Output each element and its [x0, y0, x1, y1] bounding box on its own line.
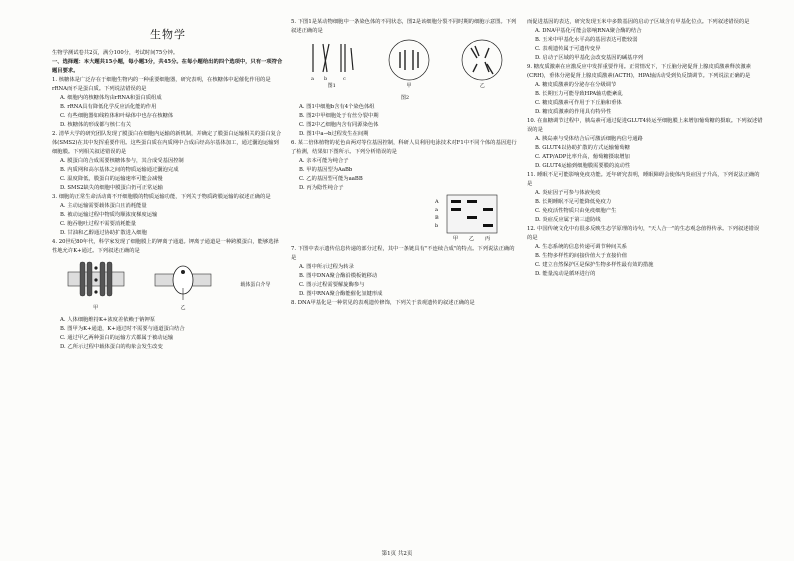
answer-option: A. 亲本可能为纯合子	[299, 158, 349, 164]
answer-option: C. 糖皮质激素可作用于下丘脑和垂体	[535, 100, 622, 106]
answer-option: C. 图示过程需要解旋酶参与	[299, 282, 365, 288]
question-list	[291, 18, 519, 36]
answer-option: A. DNA甲基化可能会影响RNA聚合酶的结合	[535, 28, 642, 34]
exam-note: 生物学测试卷共2页，满分100分，考试时间75分钟。	[52, 50, 179, 56]
figure-chromosomes	[291, 38, 519, 91]
answer-option: A. 细胞内的核糖体均由rRNA和蛋白质组成	[60, 95, 162, 101]
electrophoresis-figure	[431, 193, 501, 241]
answer-option: B. 生物多样性的间接价值大于直接价值	[535, 253, 628, 259]
answer-option: A. 胰岛素与受体结合后可激活细胞内信号通路	[535, 136, 643, 142]
answer-option: B. 被动运输过程中物质均顺浓度梯度运输	[60, 212, 158, 218]
answer-option: C. 乙的基因型可能为aaBB	[299, 176, 363, 182]
answer-option: A. 主动运输需要载体蛋白且消耗能量	[60, 203, 147, 209]
answer-option: D. 图1中a→b过程发生在间期	[299, 131, 369, 137]
answer-option: D. 图中RNA聚合酶能催化氢键形成	[299, 291, 383, 297]
gel-lane-2: 乙	[469, 236, 475, 241]
figure-label-a: 甲	[93, 305, 99, 311]
gel-row-label-4: b	[435, 223, 439, 229]
gel-lane-3: 丙	[485, 236, 491, 241]
answer-option: C. 有些细胞器如线粒体和叶绿体中也存在核糖体	[60, 113, 174, 119]
answer-option: D. SMS2缺失的细胞中膜蛋白仍可正常运输	[60, 185, 163, 191]
column-right	[527, 18, 763, 548]
answer-option: A. 图1中细胞b含有4个染色体组	[299, 104, 375, 110]
question-text: 4. 20世纪80年代，科学家发现了细胞膜上的钾离子通道。钾离子通道是一种跨膜蛋白，能够选择性地允许K+通过。下列叙述正确的是	[52, 239, 279, 254]
answer-option: A. 人体细胞维持K+浓度差依赖于钠钾泵	[60, 317, 156, 323]
answer-option: A. 炎症因子可参与体液免疫	[535, 190, 601, 196]
answer-option: C. 免疫活性物质只由免疫细胞产生	[535, 208, 617, 214]
answer-option: C. 表观遗传属于可遗传变异	[535, 46, 601, 52]
answer-option: C. 温度降低，膜蛋白的运输速率可能会减慢	[60, 176, 163, 182]
question-text: 12. 中国传统文化中有很多反映生态学原理的诗句，"天人合一"的生态观念值得传承。下列叙述错误的是	[527, 226, 760, 241]
answer-option: A. 生态系统的信息传递可调节种间关系	[535, 244, 627, 250]
figure-label-jia: 甲	[406, 83, 412, 89]
cell-b-figure	[459, 38, 505, 82]
figure-channels	[52, 258, 284, 313]
gel-row-label-1: A	[435, 199, 439, 205]
page-footer: 第1页 共2页	[381, 551, 413, 557]
section-heading: 一、选择题：本大题共15小题，每小题3分，共45分。在每小题给出的四个选项中，只有一项符合题目要求。	[52, 59, 283, 74]
answer-option: C. ATP/ADP比率升高，葡萄糖摄取增加	[535, 154, 630, 160]
gel-row-label-2: a	[435, 207, 438, 213]
answer-option: D. 乙所示过程中载体蛋白的构象会发生改变	[60, 344, 163, 350]
figure-label-c: 载体蛋白介导	[240, 282, 271, 288]
question-text: 2. 清华大学的研究团队发现了膜蛋白在细胞内运输的新机制，并确定了膜蛋白运输相关的蛋白复合体(SMS2)在其中发挥重要作用。这些蛋白质在内质网中合成后经高尔基体加工，通过囊泡运输到细胞膜。下列相关叙述错误的是	[52, 131, 282, 155]
figure-label-yi: 乙	[479, 83, 485, 89]
question-text: 7. 下图中表示遗传信息传递的部分过程，其中一条链具有"不连续合成"的特点。下列说法正确的是	[291, 246, 515, 261]
answer-option: D. 核糖体的形成都与核仁有关	[60, 122, 131, 128]
answer-option: D. 丙为隐性纯合子	[299, 185, 344, 191]
answer-option: B. 图中DNA聚合酶沿模板链移动	[299, 273, 378, 279]
answer-option: D. 启动子区域的甲基化会改变基因的碱基序列	[535, 55, 644, 61]
answer-option: B. GLUT4以协助扩散的方式运输葡萄糖	[535, 145, 630, 151]
carrier-protein-figure	[153, 258, 213, 304]
answer-option: B. 甲的基因型为AaBb	[299, 167, 353, 173]
cell-a-figure	[386, 38, 432, 82]
answer-option: A. 糖皮质激素的分泌存在分级调节	[535, 82, 617, 88]
answer-option: D. 糖皮质激素的作用具有特异性	[535, 109, 612, 115]
question-text: 5. 下图1是某动物细胞中一条染色体的不同状态，图2是该细胞分裂不同时期的细胞示意图。下列叙述正确的是	[291, 19, 517, 34]
answer-option: B. 内质网和高尔基体之间的物质运输通过囊泡完成	[60, 167, 179, 173]
gel-lane-1: 甲	[453, 236, 459, 241]
column-middle	[291, 18, 519, 548]
answer-option: A. 图中所示过程为转录	[299, 264, 354, 270]
answer-option: C. 建立自然保护区是保护生物多样性最有效的措施	[535, 262, 654, 268]
answer-option: C. 通过甲乙两种蛋白的运输方式都属于被动运输	[60, 335, 174, 341]
column-left	[52, 18, 284, 548]
gel-row-label-3: B	[435, 215, 439, 221]
question-text: 6. 某二倍体植物的花色由两对等位基因控制，科研人员利用电泳技术对F1中不同个体的基因进行了检测，结果如下图所示。下列分析错误的是	[291, 140, 517, 155]
answer-option: C. 图2中乙细胞内含有同源染色体	[299, 122, 379, 128]
gel-figure	[431, 193, 519, 245]
question-text: 1. 核糖体是广泛存在于细胞生物内的一种重要细胞器，研究表明，在核糖体中起催化作用的是rRNA而不是蛋白质。下列说法错误的是	[52, 77, 271, 92]
answer-option: D. 甘油和乙醇通过协助扩散进入细胞	[60, 230, 147, 236]
answer-option: B. 图2中甲细胞处于有丝分裂中期	[299, 113, 379, 119]
question-list	[52, 76, 284, 256]
question-list-continued-2	[291, 245, 519, 308]
figure-label-b: 乙	[180, 305, 186, 311]
figure-caption-2: 图2	[400, 95, 410, 101]
figure-label-1: 图1	[327, 83, 336, 89]
question-list-continued	[52, 316, 284, 352]
answer-option: D. 能量流动是循环进行的	[535, 271, 596, 277]
question-text: 9. 糖皮质激素在应激反应中发挥重要作用。正常情况下，下丘脑分泌促肾上腺皮质激素释放激素(CRH)，垂体分泌促肾上腺皮质激素(ACTH)，HPA轴活动受到负反馈调节。下列说法正确的是	[527, 64, 751, 79]
question-text: 8. DNA甲基化是一种常见的表观遗传修饰，下列关于表观遗传的叙述正确的是	[291, 300, 475, 306]
question-text: 10. 在血糖调节过程中，胰岛素可通过促进GLUT4转运至细胞膜上来增加葡萄糖的摄取。下列叙述错误的是	[527, 118, 763, 133]
answer-option: B. 长期压力可能导致HPA轴功能紊乱	[535, 91, 623, 97]
svg-text:a: a	[310, 76, 314, 82]
answer-option: C. 胞吞胞吐过程不需要消耗能量	[60, 221, 137, 227]
answer-option: D. GLUT4运输到细胞膜需要膜的流动性	[535, 163, 631, 169]
question-text: 11. 睡眠不足可能影响免疫功能。近年研究表明，睡眠障碍会使体内炎症因子升高，下列说法正确的是	[527, 172, 760, 187]
svg-text:b: b	[323, 76, 327, 82]
answer-option: B. rRNA具有降低化学反应活化能的作用	[60, 104, 157, 110]
answer-option: D. 炎症反应属于第三道防线	[535, 217, 601, 223]
question-list	[527, 18, 763, 279]
question-text: 而促进基因的表达，研究发现玉米中多数基因的启动子区域含有甲基化位点。下列叙述错误的是	[527, 19, 750, 25]
chromosome-figure	[305, 38, 359, 82]
answer-option: A. 膜蛋白的合成需要核糖体参与，其合成受基因控制	[60, 158, 184, 164]
answer-option: B. 长期睡眠不足可能降低免疫力	[535, 199, 612, 205]
svg-text:c: c	[342, 76, 346, 82]
question-list-continued	[291, 103, 519, 193]
page-title: 生物学	[150, 28, 186, 41]
question-text: 3. 细胞的正常生命活动离不开细胞膜的物质运输功能，下列关于物质跨膜运输的叙述正确的是	[52, 194, 271, 200]
answer-option: B. 图甲为K+通道，K+通过时不需要与通道蛋白结合	[60, 326, 185, 332]
answer-option: B. 玉米中甲基化水平高的基因表达可能较弱	[535, 37, 638, 43]
potassium-channel-figure	[66, 258, 126, 304]
